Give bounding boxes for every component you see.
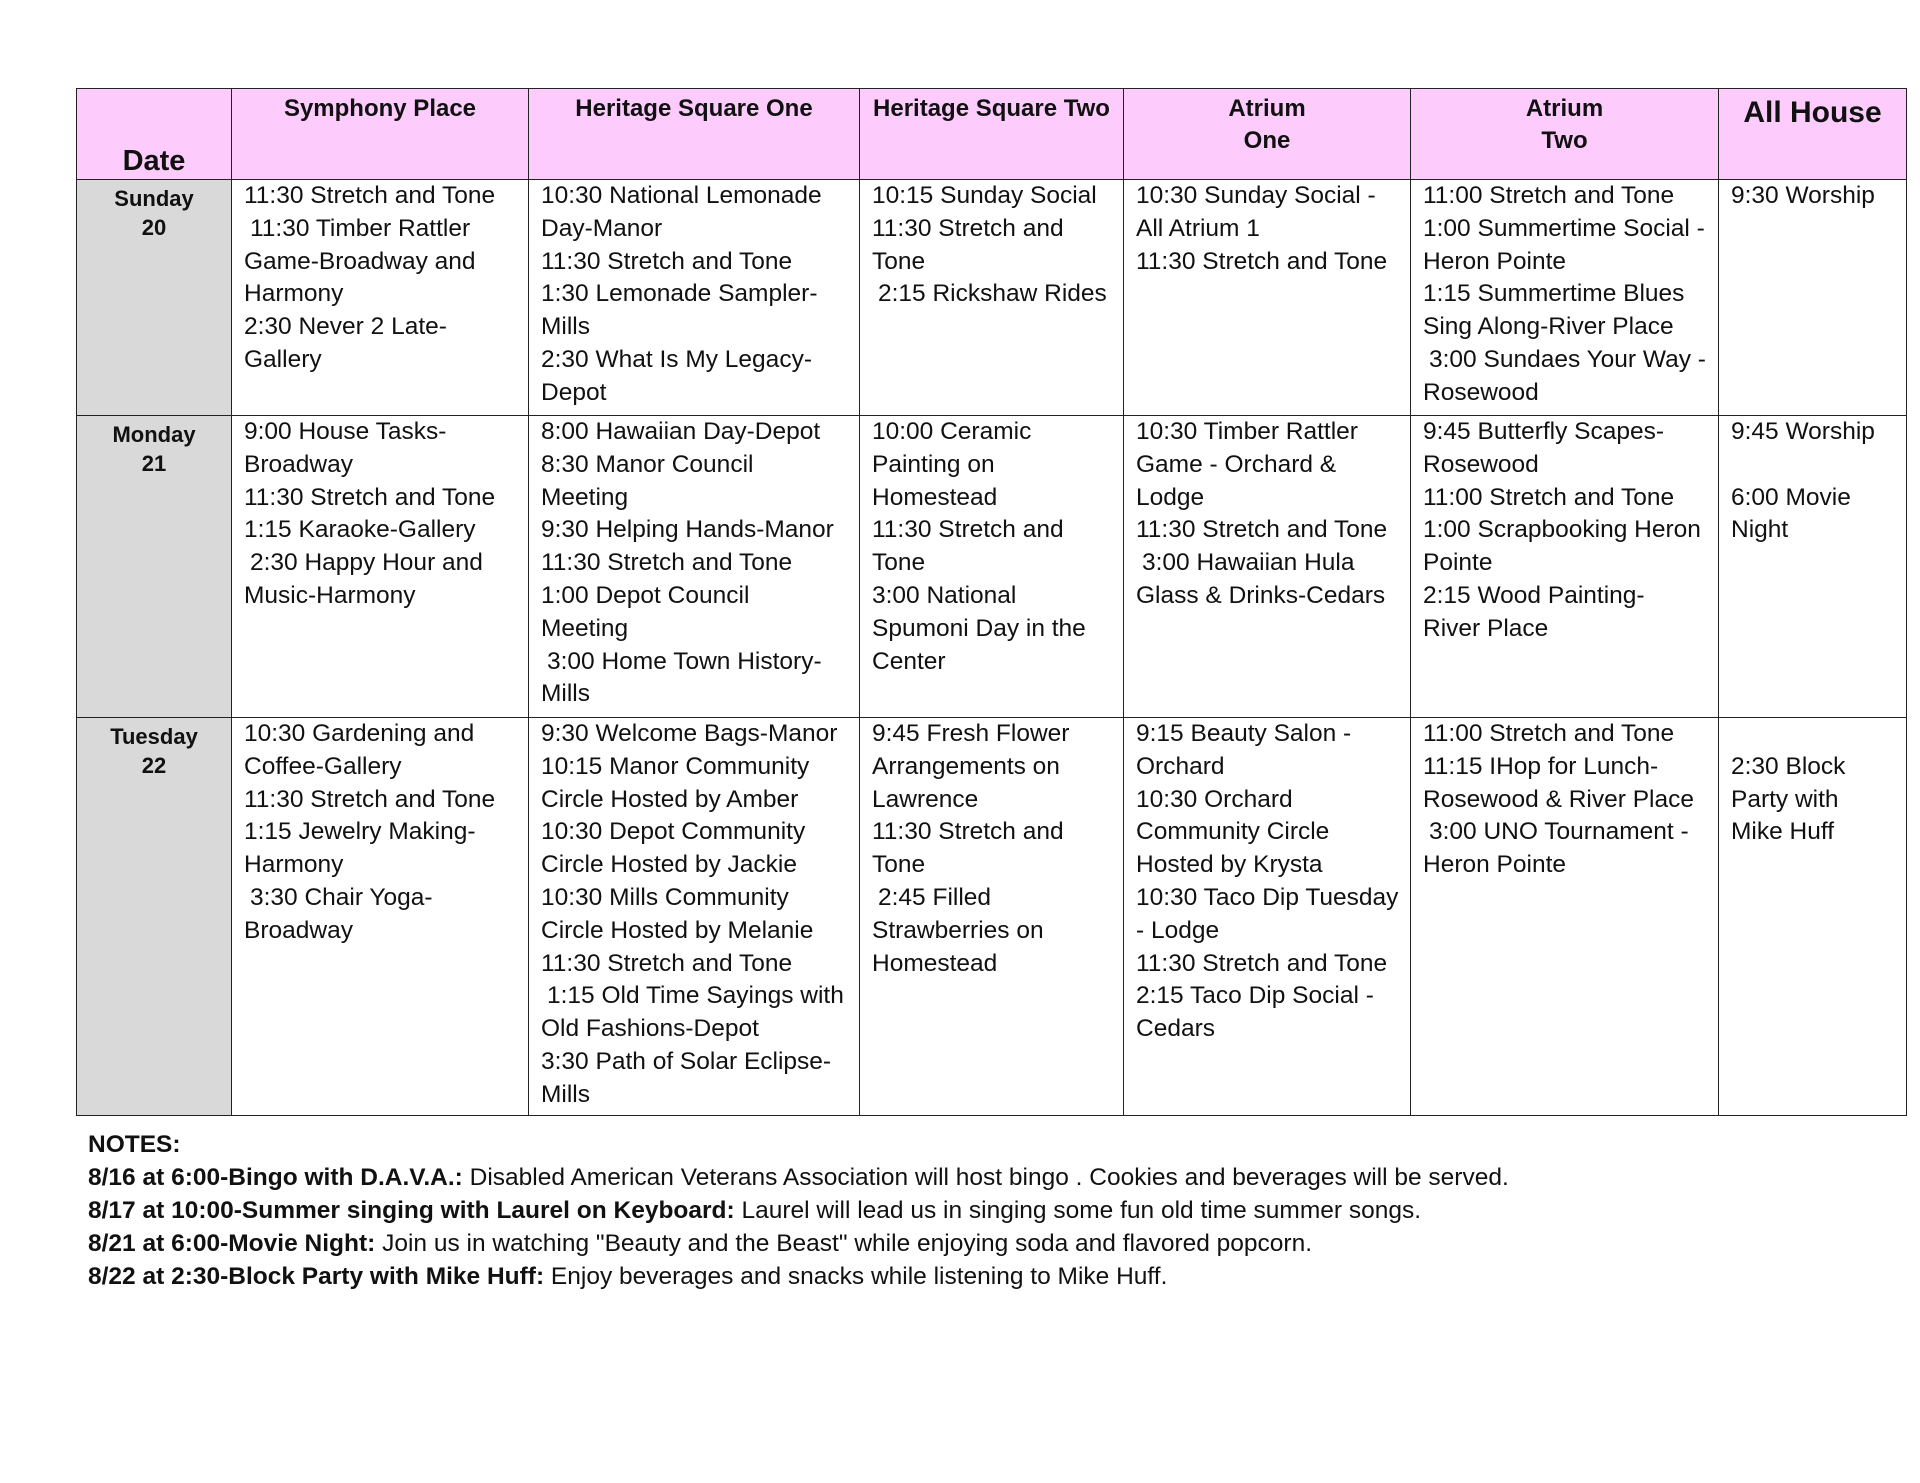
- activity-line: 11:15 IHop for Lunch-: [1423, 752, 1659, 780]
- atrium-one-cell: [1124, 180, 1411, 416]
- heritage-two-cell: [860, 416, 1124, 718]
- activity-line: Day-Manor: [541, 214, 663, 242]
- atrium-two-cell: [1411, 416, 1719, 718]
- activity-line: 9:15 Beauty Salon -: [1136, 720, 1352, 747]
- activity-line: Tone: [872, 247, 926, 275]
- activity-line: 11:30 Stretch and Tone: [541, 247, 793, 275]
- activity-line: Game - Orchard &: [1136, 450, 1337, 478]
- activity-line: All Atrium 1: [1136, 214, 1260, 242]
- activity-line: 9:45 Butterfly Scapes-: [1423, 418, 1665, 445]
- note-text: Enjoy beverages and snacks while listening to Mike Huff.: [544, 1263, 1168, 1290]
- activity-line: Community Circle: [1136, 818, 1330, 846]
- date-cell: [77, 416, 232, 718]
- activity-line: 11:00 Stretch and Tone: [1423, 483, 1675, 511]
- activity-line: 3:00 National: [872, 581, 1017, 609]
- activity-line: Rosewood: [1423, 450, 1539, 478]
- activity-line: 2:30 Block: [1731, 752, 1846, 780]
- note-heading: 8/21 at 6:00-Movie Night:: [88, 1230, 376, 1257]
- header-heritage-square-two: Heritage Square Two: [860, 89, 1124, 180]
- activity-line: 3:00 Home Town History-: [547, 647, 822, 675]
- activity-line: 2:15 Rickshaw Rides: [878, 280, 1107, 308]
- day-number: 22: [141, 753, 167, 778]
- activity-line: 1:15 Karaoke-Gallery: [244, 516, 476, 544]
- date-cell: [77, 718, 232, 1116]
- schedule-row-monday: [77, 416, 1907, 718]
- activity-line: 3:30 Chair Yoga-: [250, 883, 433, 911]
- activity-line: 2:30 What Is My Legacy-: [541, 345, 812, 373]
- activity-line: Harmony: [244, 851, 344, 879]
- activity-line: 10:30 Gardening and: [244, 720, 475, 747]
- activity-line: 9:00 House Tasks-: [244, 418, 447, 445]
- activity-line: 3:00 UNO Tournament -: [1429, 818, 1689, 846]
- activity-line: Broadway: [244, 916, 353, 944]
- activity-line: 11:30 Stretch and Tone: [244, 182, 496, 209]
- activity-line: 10:30 Depot Community: [541, 818, 806, 846]
- note-line: [88, 1161, 1509, 1194]
- activity-line: Circle Hosted by Melanie: [541, 916, 814, 944]
- activity-line: 2:15 Taco Dip Social -: [1136, 982, 1374, 1010]
- note-heading: 8/22 at 2:30-Block Party with Mike Huff:: [88, 1263, 545, 1290]
- activity-line: 8:30 Manor Council: [541, 450, 754, 478]
- symphony-cell: [232, 180, 529, 416]
- heritage-two-cell: [860, 718, 1124, 1116]
- atrium-two-cell: [1411, 718, 1719, 1116]
- activity-line: Game-Broadway and: [244, 247, 476, 275]
- activity-line: Hosted by Krysta: [1136, 851, 1323, 879]
- heritage-one-cell: [529, 180, 860, 416]
- activity-line: Mills: [541, 680, 590, 708]
- activity-line: Circle Hosted by Jackie: [541, 851, 797, 879]
- activity-line: Broadway: [244, 450, 353, 478]
- activity-line: 3:30 Path of Solar Eclipse-: [541, 1047, 832, 1075]
- heritage-two-cell: [860, 180, 1124, 416]
- header-atrium-one-line: Atrium: [1228, 95, 1306, 122]
- note-line: [88, 1194, 1509, 1227]
- activity-line: Mills: [541, 313, 590, 341]
- activity-line: Heron Pointe: [1423, 247, 1567, 275]
- activity-line: 2:45 Filled: [878, 883, 992, 911]
- activity-line: Mike Huff: [1731, 818, 1835, 846]
- activity-line: 11:30 Stretch and Tone: [541, 549, 793, 577]
- activity-line: 11:30 Stretch and Tone: [244, 483, 496, 511]
- activity-line: Gallery: [244, 345, 322, 373]
- atrium-one-cell: [1124, 718, 1411, 1116]
- header-atrium-one-line: One: [1243, 127, 1291, 154]
- activity-line: Music-Harmony: [244, 581, 416, 609]
- heritage-one-cell: [529, 718, 860, 1116]
- activity-line: 1:00 Summertime Social -: [1423, 214, 1705, 242]
- activity-line: 9:30 Worship: [1731, 182, 1875, 209]
- activity-line: Old Fashions-Depot: [541, 1015, 759, 1043]
- date-cell: [77, 180, 232, 416]
- activity-line: Heron Pointe: [1423, 851, 1567, 879]
- activity-line: 11:00 Stretch and Tone: [1423, 182, 1675, 209]
- notes-title-text: NOTES:: [88, 1131, 181, 1158]
- activity-line: 11:30 Stretch and Tone: [1136, 247, 1388, 275]
- activity-line: 10:30 Mills Community: [541, 883, 789, 911]
- activity-line: Party with: [1731, 785, 1839, 813]
- activity-line: Rosewood: [1423, 378, 1539, 406]
- activity-line: 9:30 Welcome Bags-Manor: [541, 720, 838, 747]
- note-line: [88, 1260, 1509, 1293]
- header-atrium-two-line: Atrium: [1525, 95, 1604, 122]
- activity-line: 1:15 Old Time Sayings with: [547, 982, 844, 1010]
- heritage-one-cell: [529, 416, 860, 718]
- activity-line: 11:30 Stretch and Tone: [541, 949, 793, 977]
- activity-line: Sing Along-River Place: [1423, 313, 1674, 341]
- activity-line: River Place: [1423, 614, 1549, 642]
- activity-line: 11:30 Stretch and Tone: [1136, 949, 1388, 977]
- activity-line: Spumoni Day in the: [872, 614, 1086, 642]
- activity-line: Tone: [872, 851, 926, 879]
- activity-line: 10:30 Taco Dip Tuesday: [1136, 883, 1399, 911]
- header-atrium-one: [1124, 89, 1411, 180]
- activity-line: 2:30 Never 2 Late-: [244, 313, 447, 341]
- atrium-two-cell: [1411, 180, 1719, 416]
- activity-line: Rosewood & River Place: [1423, 785, 1694, 813]
- notes-section: [88, 1128, 1509, 1293]
- activity-line: Painting on: [872, 450, 995, 478]
- activity-line: - Lodge: [1136, 916, 1220, 944]
- activity-line: 3:00 Hawaiian Hula: [1142, 549, 1355, 577]
- activity-line: Strawberries on: [872, 916, 1044, 944]
- activity-line: 1:00 Scrapbooking Heron: [1423, 516, 1701, 544]
- activity-line: 8:00 Hawaiian Day-Depot: [541, 418, 821, 445]
- activity-line: 11:30 Stretch and Tone: [244, 785, 496, 813]
- activity-line: 1:00 Depot Council: [541, 581, 750, 609]
- activity-line: 1:30 Lemonade Sampler-: [541, 280, 818, 308]
- activity-line: Orchard: [1136, 752, 1225, 780]
- header-atrium-two: [1411, 89, 1719, 180]
- activity-line: Meeting: [541, 614, 629, 642]
- activity-line: Night: [1731, 516, 1789, 544]
- note-text: Join us in watching "Beauty and the Beast" while enjoying soda and flavored popcorn.: [375, 1230, 1313, 1257]
- activity-line: 10:15 Manor Community: [541, 752, 810, 780]
- notes-title: [88, 1128, 1509, 1161]
- header-all-house: All House: [1719, 89, 1907, 180]
- header-atrium-two-line: Two: [1541, 127, 1588, 154]
- activity-line: 11:30 Stretch and: [872, 818, 1064, 846]
- activity-line: Circle Hosted by Amber: [541, 785, 799, 813]
- activity-line: 11:30 Stretch and Tone: [1136, 516, 1388, 544]
- activity-line: 10:30 Timber Rattler: [1136, 418, 1358, 445]
- activity-line: 11:00 Stretch and Tone: [1423, 720, 1675, 747]
- spacer: [1731, 718, 1900, 751]
- header-date: Date: [77, 89, 232, 180]
- activity-line: 11:30 Stretch and: [872, 214, 1064, 242]
- note-heading: 8/17 at 10:00-Summer singing with Laurel on Keyboard:: [88, 1197, 735, 1224]
- day-name: Tuesday: [110, 724, 198, 749]
- activity-line: Center: [872, 647, 946, 675]
- activity-line: 3:00 Sundaes Your Way -: [1429, 345, 1706, 373]
- activity-line: 10:30 National Lemonade: [541, 182, 822, 209]
- activity-schedule-table: [76, 88, 1907, 1116]
- activity-line: 1:15 Jewelry Making-: [244, 818, 476, 846]
- activity-line: Lawrence: [872, 785, 979, 813]
- activity-line: 2:15 Wood Painting-: [1423, 581, 1645, 609]
- day-name: Monday: [112, 422, 196, 447]
- activity-line: Coffee-Gallery: [244, 752, 402, 780]
- activity-line: 9:45 Fresh Flower: [872, 720, 1070, 747]
- symphony-cell: [232, 416, 529, 718]
- activity-line: Lodge: [1136, 483, 1205, 511]
- note-heading: 8/16 at 6:00-Bingo with D.A.V.A.:: [88, 1164, 463, 1191]
- activity-line: Homestead: [872, 483, 998, 511]
- symphony-cell: [232, 718, 529, 1116]
- activity-line: Pointe: [1423, 549, 1493, 577]
- activity-line: 10:15 Sunday Social: [872, 182, 1097, 209]
- activity-line: Cedars: [1136, 1015, 1215, 1043]
- activity-line: Tone: [872, 549, 926, 577]
- activity-line: 9:30 Helping Hands-Manor: [541, 516, 834, 544]
- all-house-cell: [1719, 416, 1907, 718]
- all-house-cell: [1719, 718, 1907, 1116]
- day-number: 21: [141, 451, 167, 476]
- all-house-cell: [1719, 180, 1907, 416]
- schedule-row-tuesday: [77, 718, 1907, 1116]
- activity-line: Meeting: [541, 483, 629, 511]
- day-name: Sunday: [114, 186, 194, 211]
- activity-line: Glass & Drinks-Cedars: [1136, 581, 1386, 609]
- activity-line: Mills: [541, 1080, 590, 1108]
- activity-line: 9:45 Worship: [1731, 418, 1875, 445]
- header-symphony-place: Symphony Place: [232, 89, 529, 180]
- activity-line: 1:15 Summertime Blues: [1423, 280, 1685, 308]
- spacer: [1731, 449, 1900, 482]
- activity-line: 2:30 Happy Hour and: [250, 549, 483, 577]
- day-number: 20: [141, 215, 167, 240]
- note-text: Disabled American Veterans Association will host bingo . Cookies and beverages will be served.: [462, 1164, 1509, 1191]
- activity-line: 11:30 Timber Rattler: [250, 214, 471, 242]
- atrium-one-cell: [1124, 416, 1411, 718]
- schedule-row-sunday: [77, 180, 1907, 416]
- note-line: [88, 1227, 1509, 1260]
- note-text: Laurel will lead us in singing some fun old time summer songs.: [734, 1197, 1422, 1224]
- activity-line: Homestead: [872, 949, 998, 977]
- activity-line: 11:30 Stretch and: [872, 516, 1064, 544]
- activity-line: Harmony: [244, 280, 344, 308]
- activity-line: 6:00 Movie: [1731, 483, 1851, 511]
- activity-line: Depot: [541, 378, 607, 406]
- activity-line: 10:30 Sunday Social -: [1136, 182, 1376, 209]
- header-heritage-square-one: Heritage Square One: [529, 89, 860, 180]
- header-row: [77, 89, 1907, 180]
- activity-line: 10:00 Ceramic: [872, 418, 1032, 445]
- activity-line: 10:30 Orchard: [1136, 785, 1293, 813]
- activity-line: Arrangements on: [872, 752, 1060, 780]
